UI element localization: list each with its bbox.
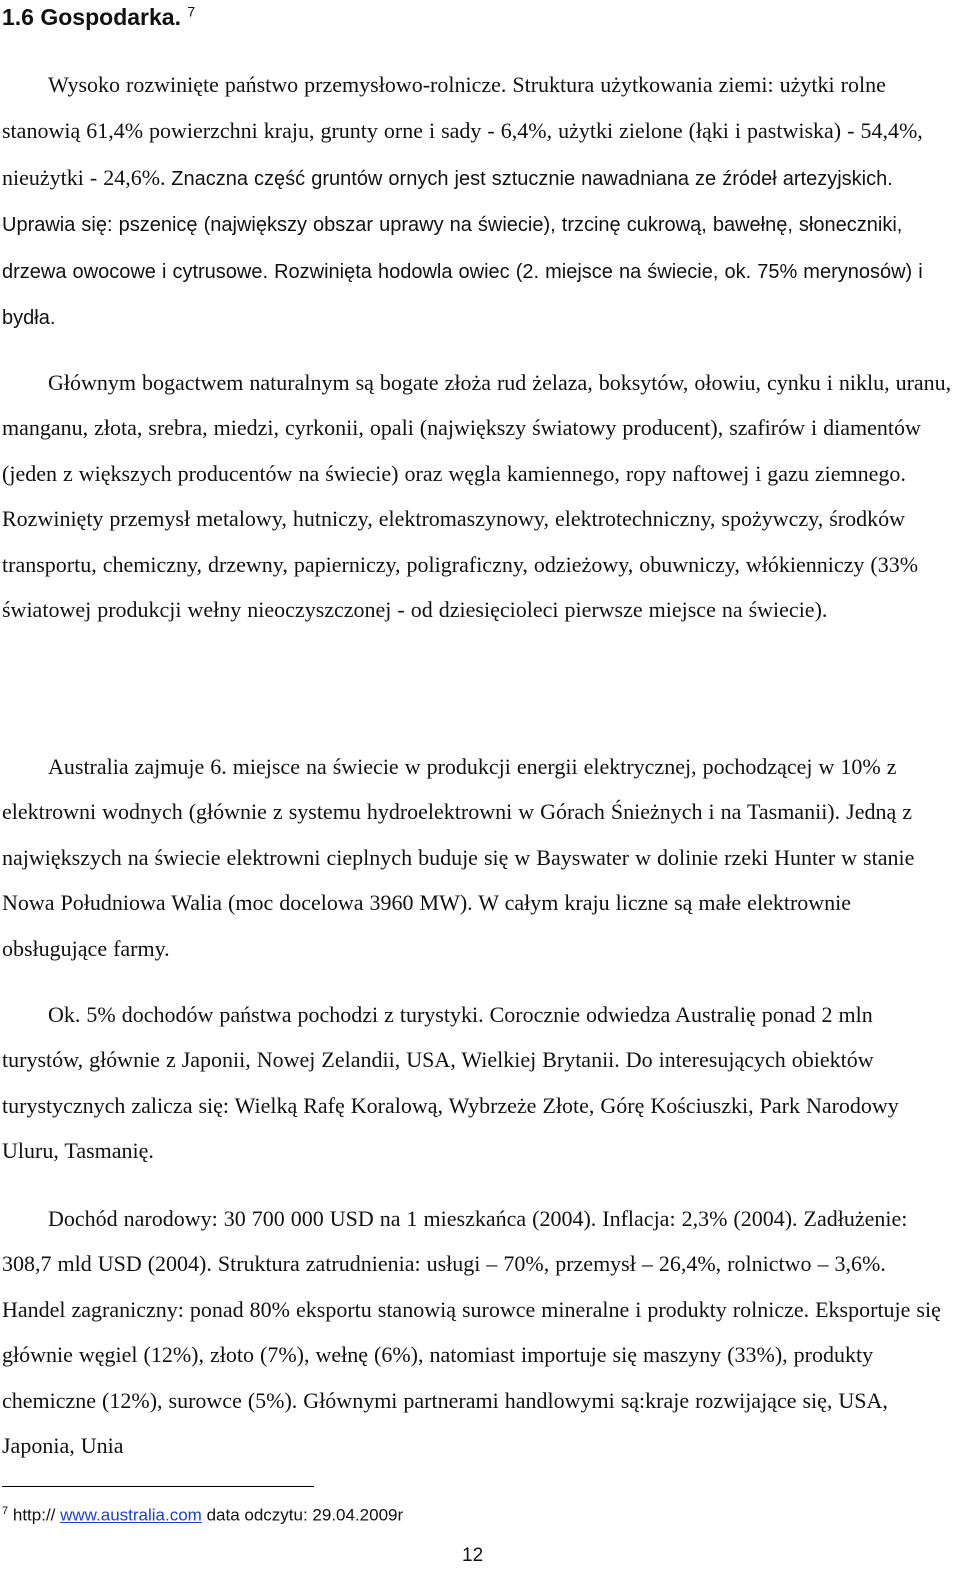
paragraph-agriculture-part1: Wysoko rozwinięte państwo przemysłowo-rolnicze. Struktura użytkowania ziemi: użytki rolne stanowią 61,4% powierzchni kraju, grunty orne i sady - 6,4%, użytki zielone (łąki i pastwiska) - 54,4%, nieużytki - 24,6%. bbox=[2, 72, 923, 190]
paragraph-economy-stats: Dochód narodowy: 30 700 000 USD na 1 mieszkańca (2004). Inflacja: 2,3% (2004). Zadłużenie: 308,7 mld USD (2004). Struktura zatrudnienia: usługi – 70%, przemysł – 26,4%, rolnictwo – 3,6%. Handel zagraniczny: ponad 80% eksportu stanowią surowce mineralne i produkty rolnicze. Eksportuje się głównie węgiel (12%), złoto (7%), wełnę (6%), natomiast importuje się maszyny (33%), produkty chemiczne (12%), surowce (5%). Głównymi partnerami handlowymi są:kraje rozwijające się, USA, Japonia, Unia bbox=[2, 1206, 941, 1459]
footnote-prefix: http:// bbox=[12, 1505, 56, 1525]
paragraph-resources-industry: Głównym bogactwem naturalnym są bogate złoża rud żelaza, boksytów, ołowiu, cynku i niklu, uranu, manganu, złota, srebra, miedzi, cyrkonii, opali (największy światowy producent), szafirów i diamentów (jeden z większych producentów na świecie) oraz węgla kamiennego, ropy naftowej i gazu ziemnego. Rozwinięty przemysł metalowy, hutniczy, elektromaszynowy, elektrotechniczny, spożywczy, środków transportu, chemiczny, drzewny, papierniczy, poligraficzny, odzieżowy, obuwniczy, włókienniczy (33% światowej produkcji wełny nieoczyszczonej - od dziesięcioleci pierwsze miejsce na świecie). bbox=[2, 370, 952, 623]
footnote-separator bbox=[2, 1486, 314, 1487]
page-number: 12 bbox=[462, 1545, 484, 1566]
paragraph-agriculture bbox=[2, 62, 952, 341]
paragraph-energy: Australia zajmuje 6. miejsce na świecie w produkcji energii elektrycznej, pochodzącej w 10% z elektrowni wodnych (głównie z systemu hydroelektrowni w Górach Śnieżnych i na Tasmanii). Jedną z największych na świecie elektrowni cieplnych buduje się w Bayswater w dolinie rzeki Hunter w stanie Nowa Południowa Walia (moc docelowa 3960 MW). W całym kraju liczne są małe elektrownie obsługujące farmy. bbox=[2, 754, 915, 961]
paragraph-tourism: Ok. 5% dochodów państwa pochodzi z turystyki. Corocznie odwiedza Australię ponad 2 mln turystów, głównie z Japonii, Nowej Zelandii, USA, Wielkiej Brytanii. Do interesujących obiektów turystycznych zalicza się: Wielką Rafę Koralową, Wybrzeże Złote, Górę Kościuszki, Park Narodowy Uluru, Tasmanię. bbox=[2, 1002, 899, 1164]
footnote bbox=[2, 1500, 403, 1527]
footnote-link[interactable]: www.australia.com bbox=[60, 1505, 202, 1525]
footnote-mark: 7 bbox=[2, 1505, 9, 1517]
footnote-date: data odczytu: 29.04.2009r bbox=[206, 1505, 404, 1525]
section-title: 1.6 Gospodarka. bbox=[2, 4, 181, 30]
footnote-reference[interactable]: 7 bbox=[187, 3, 196, 20]
paragraph-agriculture-part2: Znaczna część gruntów ornych jest sztucznie nawadniana ze źródeł artezyjskich. Uprawia się: pszenicę (największy obszar uprawy na świecie), trzcinę cukrową, bawełnę, słoneczniki, drzewa owocowe i cytrusowe. Rozwinięta hodowla owiec (2. miejsce na świecie, ok. 75% merynosów) i bydła. bbox=[2, 167, 923, 330]
section-heading bbox=[2, 2, 195, 32]
